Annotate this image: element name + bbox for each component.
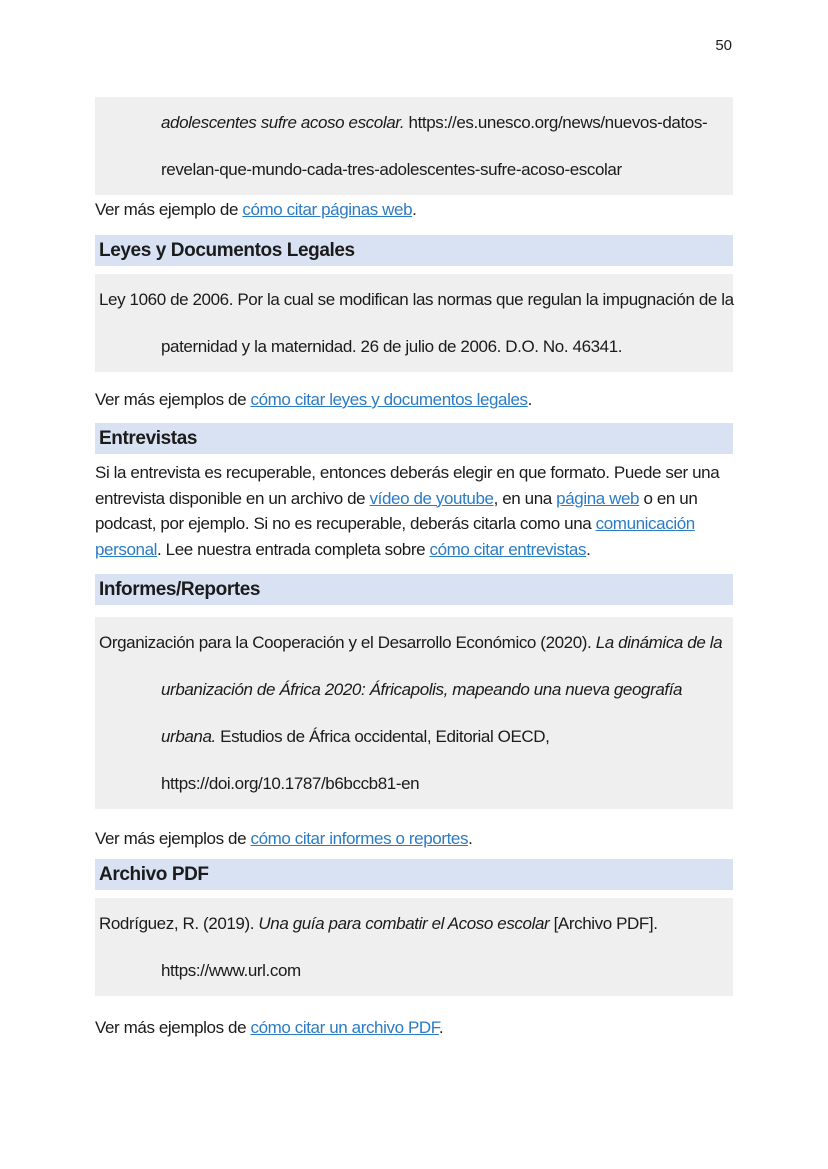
- see-more-archivo-pdf: [95, 1015, 733, 1041]
- citation-line: [99, 666, 729, 713]
- link-pagina-web[interactable]: página web: [556, 488, 640, 508]
- see-more-period: .: [468, 829, 473, 848]
- see-more-text: Ver más ejemplo de: [95, 200, 243, 219]
- citation-url-part: https://www.url.com: [161, 961, 301, 980]
- citation-text: Ley 1060 de 2006. Por la cual se modifican las normas que regulan la impugnación de la: [99, 290, 734, 309]
- citation-line: [99, 146, 729, 193]
- section-title: Archivo PDF: [99, 863, 209, 885]
- paragraph-text: .: [586, 539, 591, 559]
- paragraph-text: o en un podcast, por ejemplo. Si no es recuperable, deberás citarla como una: [95, 488, 698, 533]
- citation-box-web: [95, 97, 733, 195]
- citation-title-italic: Una guía para combatir el Acoso escolar: [258, 914, 550, 933]
- link-comunicacion-personal[interactable]: comunicación personal: [95, 514, 695, 559]
- page-number: 50: [715, 37, 732, 54]
- see-more-web: [95, 197, 733, 223]
- citation-line: [99, 619, 729, 666]
- citation-url-part: revelan-que-mundo-cada-tres-adolescentes-sufre-acoso-escolar: [161, 160, 622, 179]
- section-title: Entrevistas: [99, 427, 198, 449]
- citation-box-leyes: [95, 274, 733, 372]
- see-more-leyes: [95, 387, 733, 413]
- see-more-text: Ver más ejemplos de: [95, 1018, 251, 1037]
- citation-text: [Archivo PDF].: [549, 914, 658, 933]
- link-como-citar-informes[interactable]: cómo citar informes o reportes: [250, 829, 469, 848]
- section-header-entrevistas: [95, 423, 733, 454]
- citation-line: [99, 900, 729, 947]
- see-more-text: Ver más ejemplos de: [95, 390, 251, 409]
- citation-text: Rodríguez, R. (2019).: [99, 914, 259, 933]
- section-header-leyes: [95, 235, 733, 266]
- citation-line: [99, 760, 729, 807]
- section-title: Leyes y Documentos Legales: [99, 239, 355, 261]
- see-more-period: .: [438, 1018, 444, 1037]
- citation-text: paternidad y la maternidad. 26 de julio de 2006. D.O. No. 46341.: [161, 337, 623, 356]
- citation-line: [99, 947, 729, 994]
- entrevistas-paragraph: [95, 460, 733, 562]
- citation-line: [99, 713, 729, 760]
- section-header-informes: [95, 574, 733, 605]
- paragraph-text: Si la entrevista es recuperable, entonces deberás elegir en que formato. Puede ser una entrevista disponible en un archivo de: [95, 463, 720, 508]
- paragraph-text: , en una: [493, 488, 557, 508]
- paragraph-text: . Lee nuestra entrada completa sobre: [157, 539, 430, 559]
- citation-text: Organización para la Cooperación y el Desarrollo Económico (2020).: [99, 633, 596, 652]
- see-more-text: Ver más ejemplos de: [95, 829, 251, 848]
- link-como-citar-leyes[interactable]: cómo citar leyes y documentos legales: [250, 390, 528, 409]
- citation-title-italic: urbana.: [161, 727, 216, 746]
- citation-line: [99, 276, 734, 323]
- citation-title-italic: urbanización de África 2020: Áfricapolis, mapeando una nueva geografía: [161, 680, 683, 699]
- link-como-citar-paginas-web[interactable]: cómo citar páginas web: [242, 200, 413, 219]
- see-more-informes: [95, 826, 733, 852]
- citation-title-italic: adolescentes sufre acoso escolar.: [161, 113, 405, 132]
- link-video-de-youtube[interactable]: vídeo de youtube: [369, 488, 494, 508]
- section-header-archivo-pdf: [95, 859, 733, 890]
- citation-box-archivo-pdf: [95, 898, 733, 996]
- section-title: Informes/Reportes: [99, 578, 261, 600]
- see-more-period: .: [527, 390, 532, 409]
- citation-text: Estudios de África occidental, Editorial OECD,: [215, 727, 550, 746]
- citation-url-part: https://es.unesco.org/news/nuevos-datos-: [404, 113, 708, 132]
- see-more-period: .: [412, 200, 417, 219]
- citation-line: [99, 99, 729, 146]
- citation-url-part: https://doi.org/10.1787/b6bccb81-en: [161, 774, 420, 793]
- link-como-citar-archivo-pdf[interactable]: cómo citar un archivo PDF: [250, 1018, 439, 1037]
- link-como-citar-entrevistas[interactable]: cómo citar entrevistas: [429, 539, 587, 559]
- citation-title-italic: La dinámica de la: [595, 633, 723, 652]
- citation-line: [99, 323, 729, 370]
- citation-box-informes: [95, 617, 733, 809]
